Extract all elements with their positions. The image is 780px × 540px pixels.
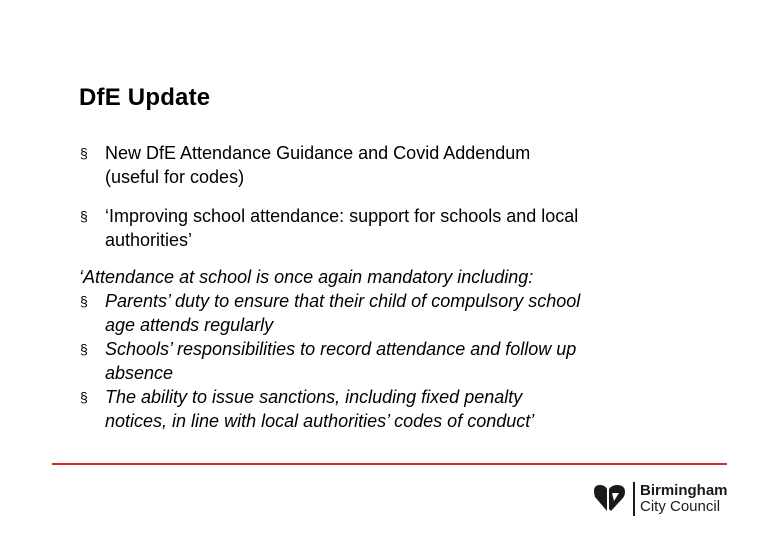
footer-rule [52,463,727,465]
logo-separator [633,482,635,516]
quote-item [79,289,580,337]
bullet-line: (useful for codes) [105,167,245,187]
attendance-quote [79,265,580,433]
quote-line: age attends regularly [105,315,274,335]
logo-text [640,483,728,515]
bullet-text [105,204,578,252]
slide-title: DfE Update [79,84,211,111]
bullet-marker: § [80,389,88,405]
quote-line: notices, in line with local authorities’ codes of conduct’ [105,411,535,431]
quote-item-text [105,289,580,337]
quote-item-text [105,385,534,433]
bullet-marker: § [80,208,88,224]
bullet-item [79,141,530,189]
bullet-text [105,141,530,189]
bullet-item [79,204,578,252]
quote-line: Parents’ duty to ensure that their child of compulsory school [105,291,581,311]
quote-item [79,337,580,385]
bullet-line: ‘Improving school attendance: support for schools and local [105,206,579,226]
quote-intro: ‘Attendance at school is once again mandatory including: [79,267,534,287]
bullet-marker: § [80,293,88,309]
bullet-marker: § [80,145,88,161]
logo-line-1: Birmingham [640,482,728,499]
quote-item-text [105,337,576,385]
quote-line: Schools’ responsibilities to record attendance and follow up [105,339,577,359]
bullet-line: authorities’ [105,230,193,250]
bullet-marker: § [80,341,88,357]
quote-line: absence [105,363,174,383]
logo-line-2: City Council [640,498,721,515]
quote-line: The ability to issue sanctions, including fixed penalty [105,387,523,407]
birmingham-city-council-logo [592,481,728,517]
bullet-line: New DfE Attendance Guidance and Covid Addendum [105,143,531,163]
birmingham-heart-logo-icon [592,483,630,515]
quote-item [79,385,580,433]
